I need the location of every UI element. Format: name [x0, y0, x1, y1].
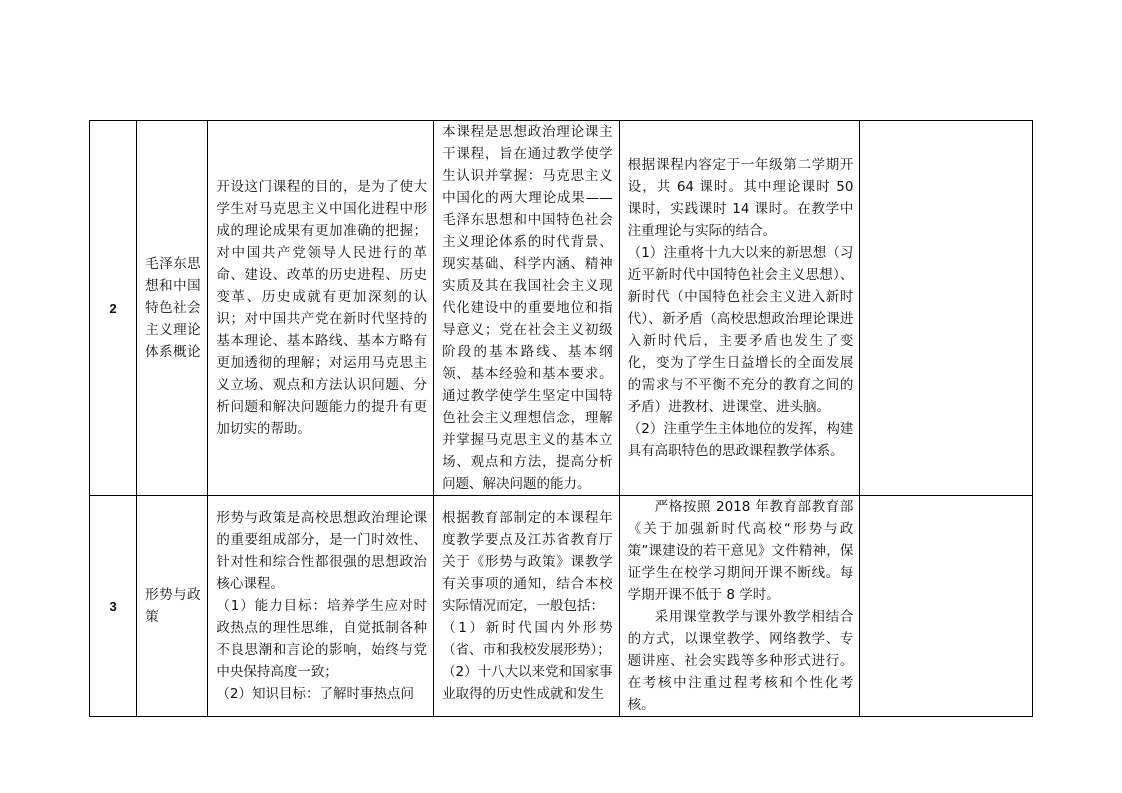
- course-content: [434, 507, 619, 705]
- course-content-cell: [434, 496, 620, 717]
- teaching-method-cell: [619, 121, 860, 496]
- course-objective-cell: [208, 496, 434, 717]
- teaching-method: [620, 496, 860, 716]
- note-cell: [860, 496, 1033, 717]
- note-cell: [860, 121, 1033, 496]
- course-content-cell: [434, 121, 620, 496]
- objective-paragraph: 形势与政策是高校思想政治理论课的重要组成部分，是一门时效性、针对性和综合性都很强的思想政治核心课程。: [216, 510, 428, 592]
- table-row: [90, 121, 1033, 496]
- method-paragraph: （1）注重将十九大以来的新思想（习近平新时代中国特色社会主义思想）、新时代（中国特色社会主义进入新时代）、新矛盾（高校思想政治理论课进入新时代后，主要矛盾也发生了变化，变为了学生日益增长的全面发展的需求与不平衡不充分的教育之间的矛盾）进教材、进课堂、进头脑。: [627, 245, 854, 415]
- method-paragraph: 严格按照 2018 年教育部教育部《关于加强新时代高校“形势与政策”课建设的若干意见》文件精神，保证学生在校学习期间开课不断线。每学期开课不低于 8 学时。: [627, 499, 854, 603]
- row-number: 3: [90, 496, 137, 717]
- course-table: [89, 120, 1033, 717]
- course-name: 毛泽东思想和中国特色社会主义理论体系概论: [137, 121, 208, 496]
- method-paragraph: 根据课程内容定于一年级第二学期开设，共 64 课时。其中理论课时 50 课时，实践课时 14 课时。在教学中注重理论与实际的结合。: [627, 157, 854, 239]
- course-objective-cell: [208, 121, 434, 496]
- row-number: 2: [90, 121, 137, 496]
- teaching-method-cell: [619, 496, 860, 717]
- table-row: [90, 496, 1033, 717]
- method-paragraph: 采用课堂教学与课外教学相结合的方式，以课堂教学、网络教学、专题讲座、社会实践等多种形式进行。在考核中注重过程考核和个性化考核。: [627, 609, 854, 713]
- objective-paragraph: （2）知识目标：了解时事热点问: [216, 686, 414, 702]
- content-paragraph: （1）新时代国内外形势（省、市和我校发展形势）；: [442, 620, 613, 658]
- course-content: 本课程是思想政治理论课主干课程，旨在通过教学使学生认识并掌握：马克思主义中国化的两大理论成果——毛泽东思想和中国特色社会主义理论体系的时代背景、现实基础、科学内涵、精神实质及其在我国社会主义现代化建设中的重要地位和指导意义；党在社会主义初级阶段的基本路线、基本纲领、基本经验和基本要求。通过教学使学生坚定中国特色社会主义理想信念，理解并掌握马克思主义的基本立场、观点和方法，提高分析问题、解决问题的能力。: [442, 124, 613, 492]
- course-name: 形势与政策: [137, 496, 208, 717]
- content-paragraph: 根据教育部制定的本课程年度教学要点及江苏省教育厅关于《形势与政策》课教学有关事项的通知，结合本校实际情况而定，一般包括：: [442, 510, 613, 614]
- course-objective: [208, 507, 433, 705]
- objective-paragraph: （1）能力目标：培养学生应对时政热点的理性思维，自觉抵制各种不良思潮和言论的影响，始终与党中央保持高度一致；: [216, 598, 428, 680]
- course-objective: 开设这门课程的目的，是为了使大学生对马克思主义中国化进程中形成的理论成果有更加准确的把握；对中国共产党领导人民进行的革命、建设、改革的历史进程、历史变革、历史成就有更加深刻的认识；对中国共产党在新时代坚持的基本理论、基本路线、基本方略有更加透彻的理解；对运用马克思主义立场、观点和方法认识问题、分析问题和解决问题能力的提升有更加切实的帮助。: [216, 179, 428, 437]
- method-paragraph: （2）注重学生主体地位的发挥，构建具有高职特色的思政课程教学体系。: [627, 421, 854, 459]
- content-paragraph: （2）十八大以来党和国家事业取得的历史性成就和发生: [442, 664, 613, 702]
- teaching-method: [620, 154, 860, 462]
